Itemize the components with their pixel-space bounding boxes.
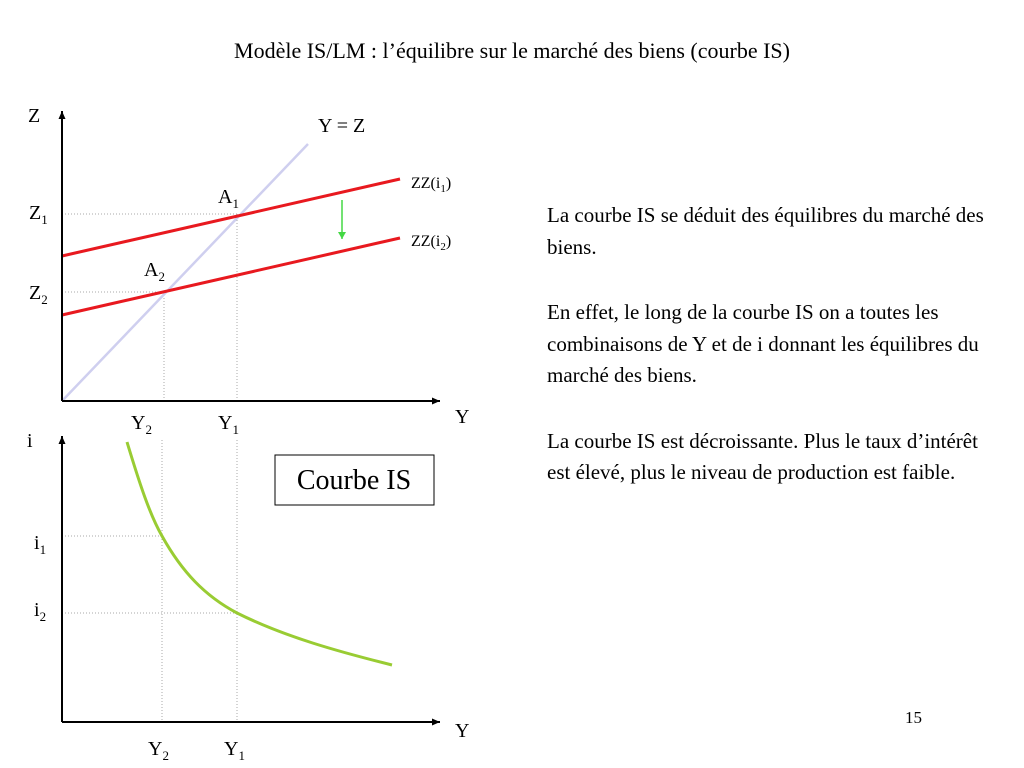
top-graph [28, 105, 469, 437]
top-y-axis-label: Z [28, 105, 41, 127]
bottom-x-axis-label: Y [455, 720, 470, 742]
z2-label: $Z_2$ [29, 282, 48, 307]
bottom-y1-label: $Y_1$ [224, 738, 245, 763]
i2-label: $i_2$ [34, 599, 47, 624]
point-a2-label: $A_2$ [144, 259, 165, 284]
page-number: 15 [905, 708, 922, 727]
z1-label: $Z_1$ [29, 202, 48, 227]
description-text [547, 200, 987, 523]
line-zz-i2 [62, 238, 400, 315]
courbe-is-label: Courbe IS [296, 465, 412, 496]
top-y2-label: $Y_2$ [131, 412, 152, 437]
description-paragraph-1: La courbe IS se déduit des équilibres du marché des biens. [547, 203, 984, 259]
zz-i1-label: $ZZ(i_1)$ [411, 175, 452, 195]
line-y-equals-z [62, 144, 308, 401]
description-paragraph-2: En effet, le long de la courbe IS on a toutes les combinaisons de Y et de i donnant les équilibres du marché des biens. [547, 300, 979, 387]
i1-label: $i_1$ [34, 532, 47, 557]
bottom-graph [27, 430, 469, 763]
top-y1-label: $Y_1$ [218, 412, 239, 437]
yz-line-label: Y = Z [318, 115, 366, 137]
top-x-axis-label: Y [455, 406, 470, 428]
bottom-y2-label: $Y_2$ [148, 738, 169, 763]
slide-title: Modèle IS/LM : l’équilibre sur le marché des biens (courbe IS) [234, 38, 790, 63]
bottom-y-axis-label: i [27, 430, 33, 452]
point-a1-label: $A_1$ [218, 186, 239, 211]
description-paragraph-3: La courbe IS est décroissante. Plus le taux d’intérêt est élevé, plus le niveau de production est faible. [547, 428, 978, 484]
zz-i2-label: $ZZ(i_2)$ [411, 233, 452, 253]
